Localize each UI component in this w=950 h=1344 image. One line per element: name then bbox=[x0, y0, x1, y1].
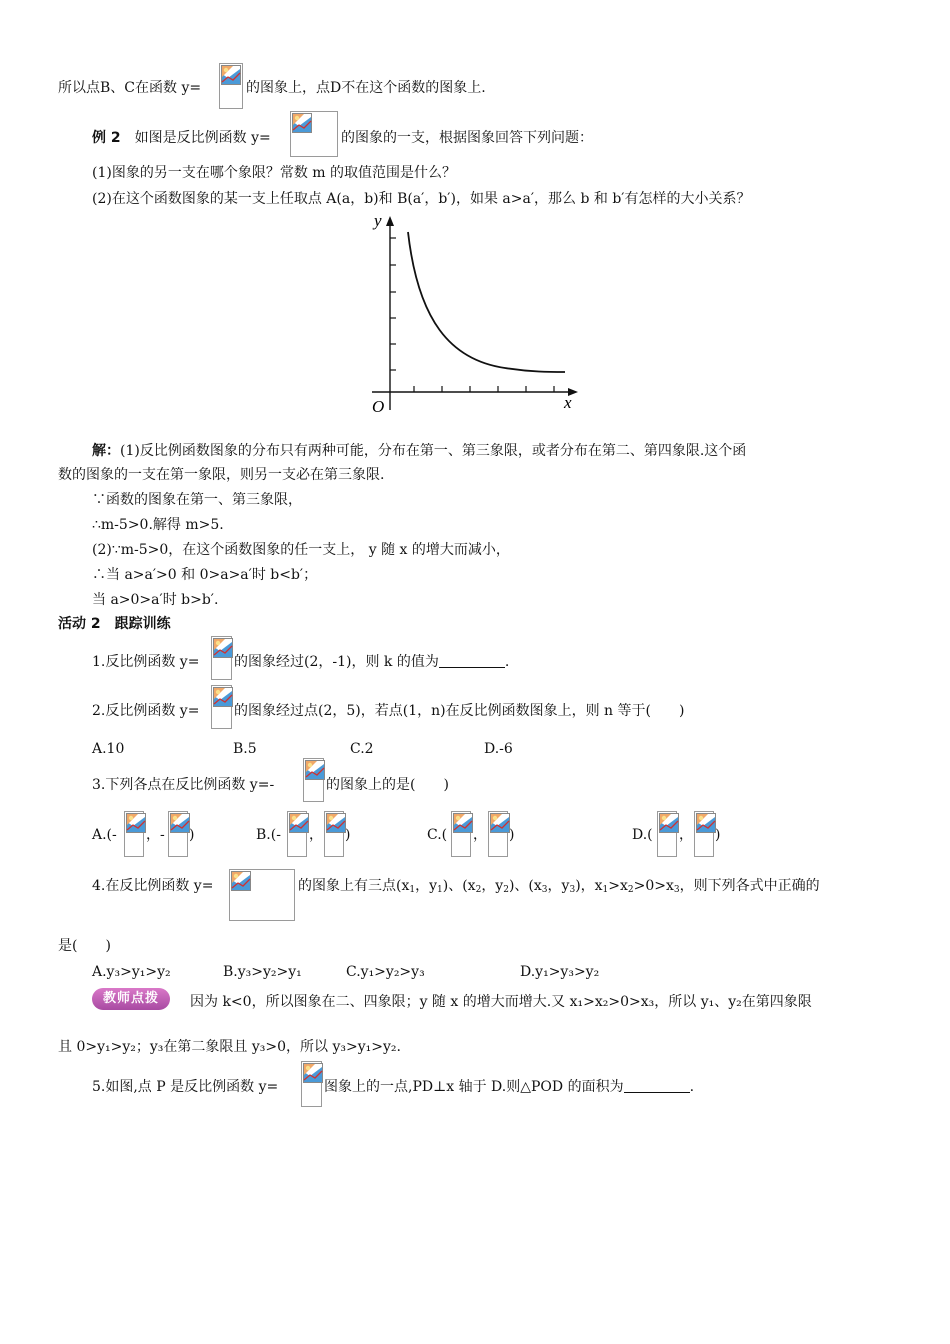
teacher-tip-badge: 教师点拨 bbox=[92, 988, 170, 1010]
broken-image-icon bbox=[170, 813, 190, 833]
solution-line: 数的图象的一支在第一象限，则另一支必在第三象限. bbox=[58, 467, 385, 483]
option-c: C.( bbox=[427, 827, 448, 843]
problem-3: 3.下列各点在反比例函数 y=- bbox=[92, 777, 275, 793]
option-a-close: ) bbox=[189, 827, 195, 843]
answer-blank bbox=[439, 653, 505, 668]
x-ticks bbox=[414, 386, 554, 392]
problem-2-text: 的图象经过点(2，5)，若点(1，n)在反比例函数图象上，则 n 等于( ) bbox=[234, 703, 685, 719]
formula-image-placeholder bbox=[287, 811, 307, 857]
option-b: B.5 bbox=[233, 741, 257, 757]
option-c: C.y₁>y₂>y₃ bbox=[346, 964, 425, 980]
broken-image-icon bbox=[696, 813, 716, 833]
formula-image-placeholder bbox=[290, 111, 338, 157]
formula-image-placeholder bbox=[219, 63, 243, 109]
problem-5: 5.如图,点 P 是反比例函数 y= bbox=[92, 1079, 279, 1095]
hyperbola-branch bbox=[408, 232, 565, 372]
option-b: B.y₃>y₂>y₁ bbox=[223, 964, 302, 980]
formula-image-placeholder bbox=[124, 811, 144, 857]
problem-2: 2.反比例函数 y= bbox=[92, 703, 200, 719]
broken-image-icon bbox=[326, 813, 346, 833]
option-b-close: ) bbox=[345, 827, 351, 843]
inverse-function-graph bbox=[360, 210, 590, 420]
origin-label: O bbox=[372, 397, 385, 416]
problem-3-text: 的图象上的是( ) bbox=[326, 777, 449, 793]
question-1: (1)图象的另一支在哪个象限？常数 m 的取值范围是什么？ bbox=[92, 165, 457, 181]
text-line: 的图象的一支，根据图象回答下列问题： bbox=[341, 130, 593, 146]
broken-image-icon bbox=[659, 813, 679, 833]
formula-image-placeholder bbox=[211, 685, 232, 729]
solution-line: ∵函数的图象在第一、第三象限， bbox=[92, 492, 302, 508]
option-a: A.10 bbox=[92, 741, 125, 757]
formula-image-placeholder bbox=[451, 811, 471, 857]
option-c: C.2 bbox=[350, 741, 374, 757]
y-ticks bbox=[390, 238, 396, 370]
formula-image-placeholder bbox=[303, 758, 324, 802]
broken-image-icon bbox=[289, 813, 309, 833]
option-c-sep: ， bbox=[473, 827, 487, 843]
problem-5-text: 图象上的一点,PD⊥x 轴于 D.则△POD 的面积为 . bbox=[324, 1079, 695, 1095]
option-a: A.y₃>y₁>y₂ bbox=[92, 964, 171, 980]
option-d: D.y₁>y₃>y₂ bbox=[520, 964, 600, 980]
tip-line: 因为 k<0，所以图象在二、四象限；y 随 x 的增大而增大.又 x₁>x₂>0>x₃，所以 y₁、y₂在第四象限 bbox=[190, 994, 812, 1010]
formula-image-placeholder bbox=[694, 811, 714, 857]
option-d: D.-6 bbox=[484, 741, 513, 757]
option-d: D.( bbox=[632, 827, 653, 843]
x-label: x bbox=[564, 393, 572, 412]
solution-line: (2)∵m-5>0，在这个函数图象的任一支上， y 随 x 的增大而减小， bbox=[92, 542, 510, 558]
example-heading: 例 2 如图是反比例函数 y= bbox=[92, 130, 271, 146]
option-b: B.(- bbox=[256, 827, 281, 843]
formula-image-placeholder bbox=[657, 811, 677, 857]
option-d-sep: ， bbox=[679, 827, 693, 843]
tip-line: 且 0>y₁>y₂；y₃在第二象限且 y₃>0，所以 y₃>y₁>y₂. bbox=[58, 1039, 401, 1055]
formula-image-placeholder bbox=[301, 1061, 322, 1107]
option-c-close: ) bbox=[509, 827, 515, 843]
text-line: 的图象上，点D不在这个函数的图象上. bbox=[246, 80, 486, 96]
formula-image-placeholder bbox=[324, 811, 344, 857]
option-a-sep: ，- bbox=[146, 827, 165, 843]
answer-blank bbox=[624, 1078, 690, 1093]
problem-4-text: 的图象上有三点($x_1$，$y_1$)、($x_2$，$y_2$)、($x_3$，$y_3$)，$x_1>x_2>0>x_3$，则下列各式中正确的 bbox=[298, 878, 820, 895]
formula-image-placeholder bbox=[488, 811, 508, 857]
broken-image-icon bbox=[305, 760, 325, 780]
option-d-close: ) bbox=[715, 827, 721, 843]
solution-line: 当 a>0>a′时 b>b′. bbox=[92, 592, 219, 608]
broken-image-icon bbox=[490, 813, 510, 833]
activity-heading: 活动 2 跟踪训练 bbox=[58, 616, 171, 632]
question-2: (2)在这个函数图象的某一支上任取点 A(a，b)和 B(a′，b′)，如果 a>a′，那么 b 和 b′有怎样的大小关系？ bbox=[92, 191, 751, 207]
solution-line: ∴m-5>0.解得 m>5. bbox=[92, 517, 224, 533]
formula-image-placeholder bbox=[168, 811, 188, 857]
y-axis-arrow bbox=[386, 216, 394, 226]
broken-image-icon bbox=[303, 1063, 323, 1083]
problem-1-text: 的图象经过(2，-1)，则 k 的值为 . bbox=[234, 654, 510, 670]
broken-image-icon bbox=[231, 871, 251, 891]
y-label: y bbox=[374, 211, 382, 230]
broken-image-icon bbox=[292, 113, 312, 133]
option-a: A.(- bbox=[92, 827, 117, 843]
formula-image-placeholder bbox=[211, 636, 232, 680]
problem-4-cont: 是( ) bbox=[58, 938, 111, 954]
broken-image-icon bbox=[213, 687, 233, 707]
solution-line: ∴当 a>a′>0 和 0>a>a′时 b<b′； bbox=[92, 567, 318, 583]
formula-image-placeholder bbox=[229, 869, 295, 921]
problem-1: 1.反比例函数 y= bbox=[92, 654, 200, 670]
problem-4: 4.在反比例函数 y= bbox=[92, 878, 214, 894]
broken-image-icon bbox=[213, 638, 233, 658]
solution-line: 解：(1)反比例函数图象的分布只有两种可能，分布在第一、第三象限，或者分布在第二、第四象限.这个函 bbox=[92, 443, 747, 459]
broken-image-icon bbox=[453, 813, 473, 833]
option-b-sep: ， bbox=[309, 827, 323, 843]
broken-image-icon bbox=[126, 813, 146, 833]
broken-image-icon bbox=[221, 65, 241, 85]
text-line: 所以点B、C在函数 y= bbox=[58, 80, 202, 96]
